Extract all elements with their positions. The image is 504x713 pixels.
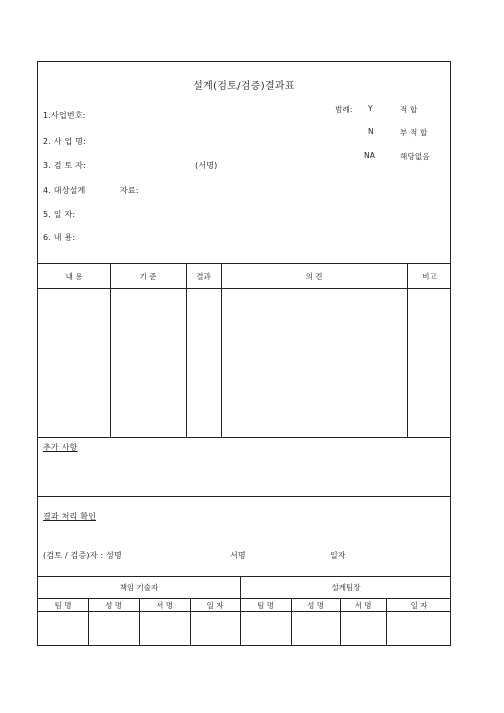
sign-right-title: 설계팀장: [331, 583, 361, 592]
sign-col-team-left: 팀 명: [54, 600, 72, 610]
additional-section-bottom: [38, 496, 450, 497]
date-label: 5. 일 자:: [43, 210, 76, 219]
sign-col-team-right: 팀 명: [257, 600, 274, 610]
business-no-label: 1.사업번호:: [43, 111, 86, 120]
material-label: 자료:: [120, 186, 139, 195]
review-col-divider-2: [186, 263, 187, 437]
confirm-signature-label: 서명: [230, 551, 246, 560]
additional-items-label: 추가 사항: [43, 443, 78, 452]
sign-col-name-left: 성 명: [105, 600, 122, 610]
review-col-divider-1: [110, 263, 111, 437]
reviewer-name-line: (검토 / 검증)자 : 성명: [43, 551, 122, 560]
sign-col-signature-right: 서 명: [354, 600, 372, 610]
signature-hint: (서명): [195, 161, 218, 170]
legend-code-y: Y: [368, 104, 373, 113]
reviewer-label: 3. 검 토 자:: [43, 161, 86, 170]
confirm-date-label: 일자: [330, 551, 346, 560]
form-title: 설계(검토/검증)결과표: [193, 81, 295, 92]
sign-col-signature-left: 서 명: [156, 600, 173, 610]
sign-left-title: 책임 기술자: [119, 583, 159, 592]
legend-code-na: NA: [364, 151, 376, 160]
review-col-divider-3: [221, 263, 222, 437]
sign-col-name-right: 성 명: [307, 600, 324, 610]
review-table-header-bottom: [38, 288, 450, 289]
review-header-opinion: 의 견: [305, 271, 323, 281]
legend-meaning-na: 해당없음: [400, 152, 430, 161]
legend-meaning-y: 적 합: [400, 105, 418, 114]
review-header-remarks: 비고: [422, 271, 437, 281]
legend-label: 범례:: [335, 105, 353, 114]
legend-code-n: N: [368, 127, 374, 136]
review-header-content: 내 용: [65, 271, 83, 281]
review-col-divider-4: [407, 263, 408, 437]
target-design-label: 4. 대상설계: [43, 186, 86, 195]
review-table-bottom: [38, 437, 450, 438]
design-review-form: [37, 61, 451, 646]
sign-col-date-right: 일 자: [410, 600, 428, 610]
sign-table-header-bottom: [38, 611, 450, 612]
content-label: 6. 내 용:: [43, 233, 76, 242]
sign-col-date-left: 일 자: [206, 600, 224, 610]
result-confirm-label: 결과 처리 확인: [43, 512, 97, 521]
review-header-result: 결과: [196, 271, 211, 281]
legend-meaning-n: 부 적 합: [400, 128, 428, 137]
review-header-criteria: 기 준: [139, 271, 157, 281]
project-name-label: 2. 사 업 명:: [43, 137, 86, 146]
